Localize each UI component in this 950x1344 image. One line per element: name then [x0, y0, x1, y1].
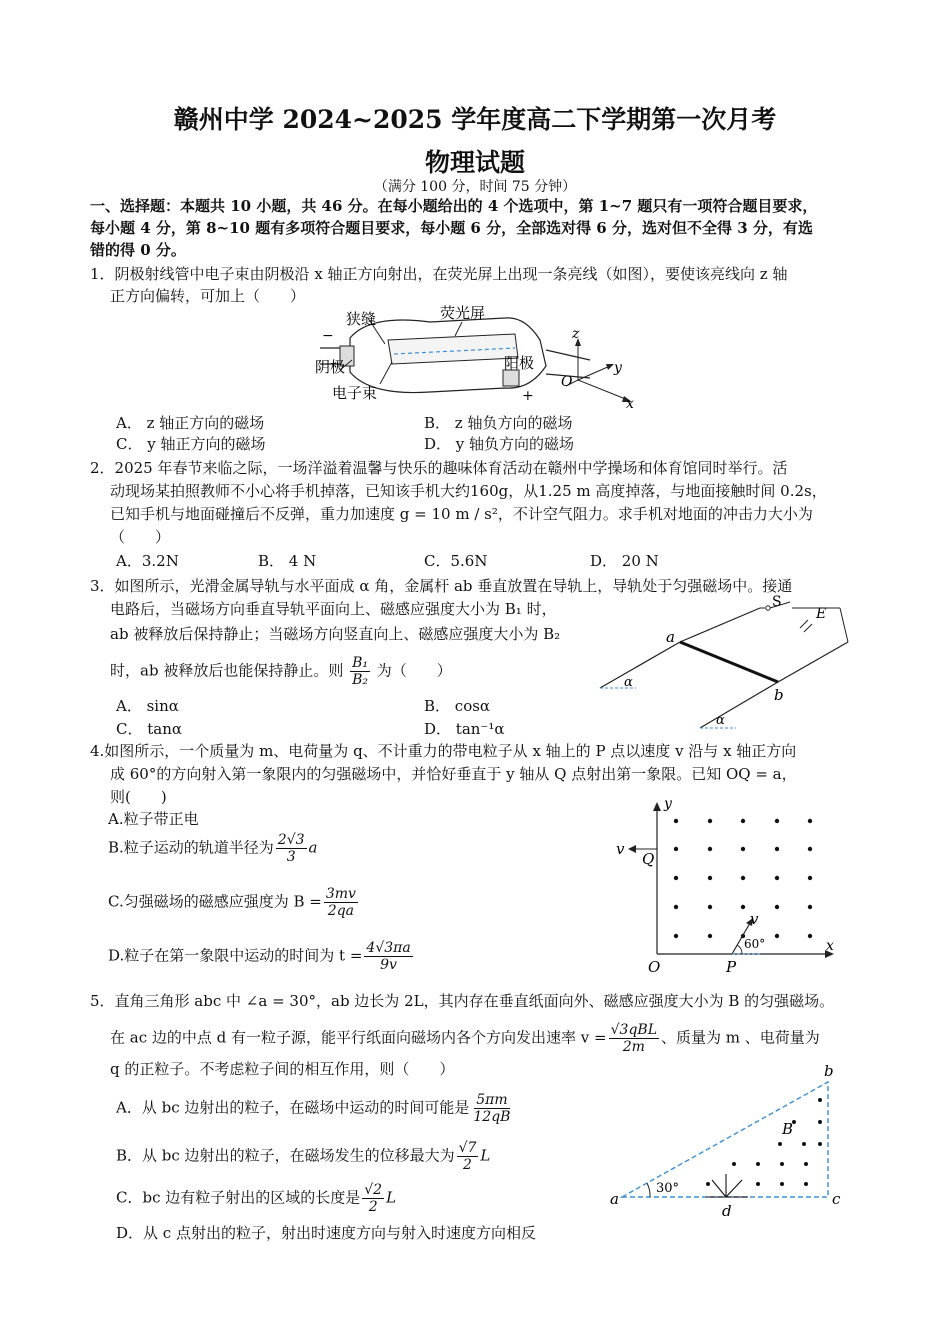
- q5-triangle-figure: [610, 1062, 860, 1222]
- q4-option-d[interactable]: D.粒子在第一象限中运动的时间为 t = $\frac{4√3\pi a}{9v}$: [108, 940, 411, 973]
- q4-magnetic-field-figure: [612, 796, 842, 976]
- field-dots: [674, 819, 812, 938]
- vertex-c-label: c: [832, 1190, 841, 1208]
- exam-info: （满分 100 分，时间 75 分钟）: [373, 179, 577, 195]
- label-plus: +: [522, 388, 534, 404]
- q2-stem-line-3: 已知手机与地面碰撞后不反弹，重力加速度 g = 10 m / s²，不计空气阻力。求手机对地面的冲击力大小为: [110, 505, 813, 523]
- label-alpha-2: α: [716, 713, 725, 728]
- label-switch: S: [772, 594, 782, 610]
- q1-option-a[interactable]: A． z 轴正方向的磁场: [116, 414, 265, 432]
- label-a: a: [666, 628, 675, 646]
- section-instructions-line-1: 一、选择题：本题共 10 小题，共 46 分。在每小题给出的 4 个选项中，第 1~7 题只有一项符合题目要求，: [90, 197, 818, 215]
- axis-x-label: x: [826, 938, 834, 954]
- axis-z: z: [572, 326, 580, 342]
- q5-stem-line-3: q 的正粒子。不考虑粒子间的相互作用，则（ ）: [110, 1060, 455, 1078]
- q3-option-d[interactable]: D． tan⁻¹α: [424, 720, 505, 738]
- q2-stem-line-1: 2．2025 年春节来临之际，一场洋溢着温馨与快乐的趣味体育活动在赣州中学操场和体育馆同时举行。活: [90, 459, 788, 477]
- q1-stem-line-1: 1．阴极射线管中电子束由阴极沿 x 轴正方向射出，在荧光屏上出现一条亮线（如图），要使该亮线向 z 轴: [90, 265, 788, 283]
- label-cathode: 阴极: [315, 358, 346, 376]
- point-q-label: Q: [642, 850, 655, 868]
- field-b-label: B: [782, 1120, 794, 1138]
- axis-x: x: [626, 396, 634, 412]
- q3-stem-line-1: 3．如图所示，光滑金属导轨与水平面成 α 角，金属杆 ab 垂直放置在导轨上，导轨处于匀强磁场中。接通: [90, 577, 793, 595]
- q5-option-b[interactable]: B．从 bc 边射出的粒子，在磁场发生的位移最大为 $\frac{√7}{2}$ L: [116, 1140, 491, 1173]
- point-d-label: d: [722, 1202, 732, 1220]
- q4-option-a[interactable]: A.粒子带正电: [108, 810, 199, 828]
- velocity-q-label: v: [616, 840, 625, 858]
- q3-option-c[interactable]: C． tanα: [116, 720, 183, 738]
- q2-stem-line-4: （ ）: [110, 528, 171, 546]
- q5-option-d[interactable]: D．从 c 点射出的粒子，射出时速度方向与射入时速度方向相反: [116, 1224, 536, 1242]
- section-instructions-line-3: 错的得 0 分。: [90, 241, 186, 259]
- angle-30-label: 30°: [656, 1181, 680, 1196]
- q3-option-a[interactable]: A． sinα: [116, 697, 179, 715]
- q4-stem-line-3: 则( ): [110, 788, 167, 806]
- q2-option-b[interactable]: B． 4 N: [258, 552, 317, 570]
- anode: [503, 370, 519, 386]
- label-screen: 荧光屏: [440, 304, 486, 322]
- q2-option-c[interactable]: C．5.6N: [424, 552, 488, 570]
- q3-stem-line-4: 时，ab 被释放后也能保持静止。则 $\frac{\text{B₁}}{\text{B₂}}$ 为（ ）: [110, 655, 452, 688]
- q1-axes: [561, 326, 634, 412]
- q4-stem-line-1: 4.如图所示，一个质量为 m、电荷量为 q、不计重力的带电粒子从 x 轴上的 P 点以速度 v 沿与 x 轴正方向: [90, 742, 797, 760]
- point-p-label: P: [726, 958, 737, 976]
- label-alpha-1: α: [624, 675, 633, 690]
- q2-stem-line-2: 动现场某拍照教师不小心将手机掉落，已知该手机大约160g，从1.25 m 高度掉落，与地面接触时间 0.2s，: [110, 482, 827, 500]
- fluorescent-screen: [388, 334, 518, 364]
- q2-option-a[interactable]: A．3.2N: [116, 552, 179, 570]
- axis-y: y: [614, 360, 622, 376]
- label-battery: E: [816, 606, 827, 622]
- q5-option-a[interactable]: A．从 bc 边射出的粒子，在磁场中运动的时间可能是 $\frac{5\pi m}{12qB}$: [116, 1092, 511, 1125]
- label-anode: 阳极: [504, 354, 535, 372]
- q4-option-c[interactable]: C.匀强磁场的磁感应强度为 B = $\frac{3mv}{2qa}$: [108, 886, 356, 919]
- q3-stem-line-3: ab 被释放后保持静止；当磁场方向竖直向上、磁感应强度大小为 B₂: [110, 625, 561, 643]
- label-minus: −: [322, 328, 334, 344]
- source-velocity-arrows: [706, 1174, 748, 1197]
- subject-title: 物理试题: [424, 148, 525, 177]
- q1-cathode-ray-tube-figure: [310, 300, 650, 410]
- velocity-p-label: v: [750, 910, 759, 928]
- label-b: b: [774, 686, 784, 704]
- q1-stem-line-2: 正方向偏转，可加上（ ）: [110, 287, 306, 305]
- angle-60-label: 60°: [744, 937, 766, 951]
- q5-stem-line-2: 在 ac 边的中点 d 有一粒子源，能平行纸面向磁场内各个方向发出速率 v = $\frac{\text{√3qBL}}{2m}$ 、质量为 m 、电荷量为: [110, 1022, 820, 1055]
- q3-stem-line-2: 电路后，当磁场方向垂直导轨平面向上、磁感应强度大小为 B₁ 时，: [110, 600, 557, 618]
- q2-option-d[interactable]: D． 20 N: [590, 552, 659, 570]
- q5-option-c[interactable]: C．bc 边有粒子射出的区域的长度是 $\frac{√2}{2}$ L: [116, 1182, 397, 1215]
- q5-stem-line-1: 5．直角三角形 abc 中 ∠a = 30°，ab 边长为 2L，其内存在垂直纸面向外、磁感应强度大小为 B 的匀强磁场。: [90, 992, 835, 1010]
- q3-option-b[interactable]: B． cosα: [424, 697, 491, 715]
- exam-title: 赣州中学 2024~2025 学年度高二下学期第一次月考: [173, 105, 777, 134]
- ratio-b1-b2: $\frac{\text{B₁}}{\text{B₂}}$: [352, 655, 369, 688]
- q3-rail-figure: [600, 594, 870, 730]
- q4-stem-line-2: 成 60°的方向射入第一象限内的匀强磁场中，并恰好垂直于 y 轴从 Q 点射出第一象限。已知 OQ = a，: [110, 765, 797, 783]
- origin-label: O: [648, 958, 661, 976]
- vertex-a-label: a: [610, 1190, 619, 1208]
- q1-option-b[interactable]: B． z 轴负方向的磁场: [424, 414, 573, 432]
- axis-y-label: y: [664, 796, 672, 812]
- q1-option-c[interactable]: C． y 轴正方向的磁场: [116, 435, 266, 453]
- label-beam: 电子束: [332, 384, 378, 402]
- q1-option-d[interactable]: D． y 轴负方向的磁场: [424, 435, 575, 453]
- triangle-field-dots: [706, 1098, 822, 1186]
- axis-o: O: [561, 374, 573, 390]
- q4-option-b[interactable]: B.粒子运动的轨道半径为 $\frac{2√3}{3}$ a: [108, 832, 318, 865]
- section-instructions-line-2: 每小题 4 分，第 8~10 题有多项符合题目要求，每小题 6 分，全部选对得 6 分，选对但不全得 3 分，有选: [90, 219, 813, 237]
- label-slit: 狭缝: [346, 310, 377, 328]
- vertex-b-label: b: [824, 1062, 834, 1080]
